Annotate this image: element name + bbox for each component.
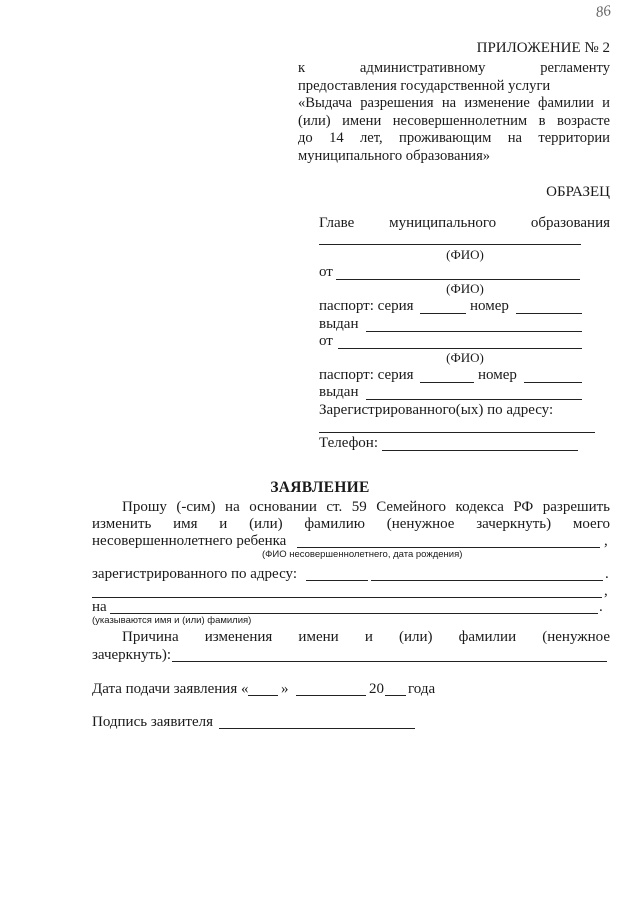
date-month-field[interactable] xyxy=(296,695,366,696)
registered-address-field[interactable] xyxy=(319,432,595,433)
child-caption: (ФИО несовершеннолетнего, дата рождения) xyxy=(262,549,463,560)
passport-series-label: паспорт: серия xyxy=(319,367,414,383)
appendix-line: предоставления государственной услуги xyxy=(298,77,551,94)
fio-caption: (ФИО) xyxy=(446,281,484,296)
issued-field[interactable] xyxy=(366,331,582,332)
date-year-suffix: года xyxy=(408,681,436,697)
issued-label: выдан xyxy=(319,316,359,332)
passport-series-field[interactable] xyxy=(420,313,466,314)
from-field-2[interactable] xyxy=(338,348,582,349)
fio-caption: (ФИО) xyxy=(446,350,484,365)
phone-label: Телефон: xyxy=(319,435,378,451)
appendix-line: «Выдача разрешения на изменение фамилии и xyxy=(298,95,610,111)
from-label: от xyxy=(319,333,333,349)
date-day-field[interactable] xyxy=(248,695,278,696)
appendix-line: муниципального образования» xyxy=(298,147,491,164)
signature-field[interactable] xyxy=(219,728,415,729)
line-end-comma: , xyxy=(604,583,608,599)
addressee-name-field[interactable] xyxy=(319,244,581,245)
on-label: на xyxy=(92,599,107,615)
line-end-comma: , xyxy=(604,533,608,549)
reason-line-1: Причина изменения имени и (или) фамилии (ненужное xyxy=(122,629,610,645)
issued-label: выдан xyxy=(319,384,359,400)
reason-field[interactable] xyxy=(172,661,607,662)
registered-label: Зарегистрированного(ых) по адресу: xyxy=(319,402,554,418)
sample-label: ОБРАЗЕЦ xyxy=(546,184,610,200)
document-title: ЗАЯВЛЕНИЕ xyxy=(270,479,370,496)
passport-series-label: паспорт: серия xyxy=(319,298,414,314)
line-end-period: . xyxy=(599,599,603,615)
appendix-title: ПРИЛОЖЕНИЕ № 2 xyxy=(476,40,610,56)
appendix-line: к административному регламенту xyxy=(298,60,610,76)
new-name-field[interactable] xyxy=(110,613,598,614)
issued-field-2[interactable] xyxy=(366,399,582,400)
reason-label: зачеркнуть): xyxy=(92,647,172,663)
child-address-field-3[interactable] xyxy=(92,597,602,598)
date-close-quote: » xyxy=(281,681,289,697)
statement-line-2: изменить имя и (или) фамилию (ненужное зачеркнуть) моего xyxy=(92,516,610,532)
passport-number-label: номер xyxy=(470,298,509,314)
page-number: 86 xyxy=(594,3,612,21)
passport-number-label: номер xyxy=(478,367,517,383)
passport-series-field-2[interactable] xyxy=(420,382,474,383)
phone-field[interactable] xyxy=(382,450,578,451)
addressee-head: Главе муниципального образования xyxy=(319,215,610,231)
passport-number-field[interactable] xyxy=(516,313,582,314)
appendix-block xyxy=(298,60,610,165)
fio-caption: (ФИО) xyxy=(446,247,484,262)
child-address-field-2[interactable] xyxy=(371,580,603,581)
registered-address-label: зарегистрированного по адресу: xyxy=(92,566,297,582)
passport-number-field-2[interactable] xyxy=(524,382,582,383)
child-field[interactable] xyxy=(297,547,600,548)
line-end-period: . xyxy=(605,566,609,582)
child-label: несовершеннолетнего ребенка xyxy=(92,533,287,549)
appendix-line: (или) имени несовершеннолетним в возрасте xyxy=(298,112,610,129)
signature-label: Подпись заявителя xyxy=(92,714,214,730)
date-label: Дата подачи заявления « xyxy=(92,681,249,697)
statement-line-1: Прошу (-сим) на основании ст. 59 Семейного кодекса РФ разрешить xyxy=(122,499,610,515)
child-address-field-1[interactable] xyxy=(306,580,368,581)
from-label: от xyxy=(319,264,333,280)
date-year-prefix: 20 xyxy=(369,681,384,697)
new-name-caption: (указываются имя и (или) фамилия) xyxy=(92,615,252,626)
from-field[interactable] xyxy=(336,279,580,280)
appendix-line: до 14 лет, проживающим на территории xyxy=(298,130,610,146)
date-year-field[interactable] xyxy=(385,695,406,696)
